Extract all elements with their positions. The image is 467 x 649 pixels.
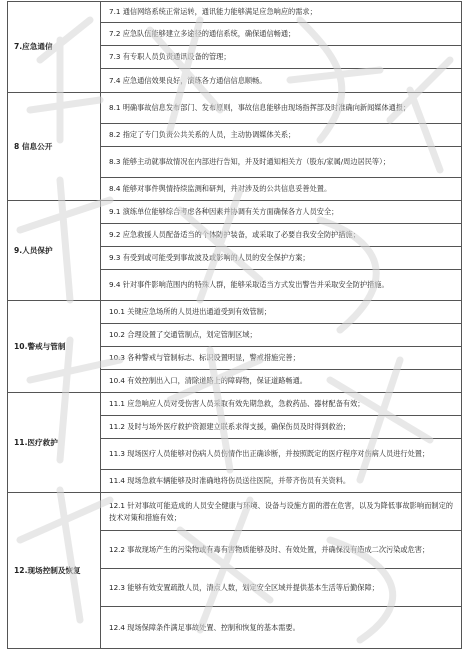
item-cell: 7.2 应急队伍能够建立多途径的通信系统，确保通信畅通； [101, 23, 462, 46]
item-cell: 12.1 针对事故可能造成的人员安全健康与环境、设备与设施方面的潜在危害，以及为降低事故影响而制定的技术对策和措施有效； [101, 493, 462, 531]
table-row [8, 393, 462, 416]
category-cell: 9.人员保护 [8, 201, 101, 301]
item-cell: 7.4 应急通信效果良好，演练各方通信信息顺畅。 [101, 69, 462, 93]
category-cell: 12.现场控制及恢复 [8, 493, 101, 649]
item-cell: 10.4 有效控制出入口，清除道路上的障碍物，保证道路畅通。 [101, 370, 462, 393]
category-cell: 7.应急通信 [8, 2, 101, 93]
category-cell: 10.警戒与管制 [8, 301, 101, 393]
table-row [8, 201, 462, 224]
item-cell: 10.1 关键应急场所的人员进出通道受到有效管制； [101, 301, 462, 324]
item-cell: 7.1 通信网络系统正常运转，通讯能力能够满足应急响应的需求； [101, 2, 462, 23]
item-cell: 9.4 针对事件影响范围内的特殊人群，能够采取适当方式发出警告并采取安全防护措施。 [101, 270, 462, 301]
item-cell: 11.1 应急响应人员对受伤害人员采取有效先期急救，急救药品、器材配备有效； [101, 393, 462, 416]
item-cell: 10.2 合理设置了交通管制点，划定管制区域； [101, 324, 462, 347]
item-cell: 9.1 演练单位能够综合考虑各种因素并协调有关方面确保各方人员安全； [101, 201, 462, 224]
category-cell: 8 信息公开 [8, 93, 101, 201]
item-cell: 8.2 指定了专门负责公共关系的人员，主动协调媒体关系； [101, 124, 462, 147]
item-cell: 11.4 现场急救车辆能够及时准确地将伤员送往医院，并带齐伤员有关资料。 [101, 470, 462, 493]
item-cell: 9.3 有受到或可能受到事故波及或影响的人员的安全保护方案； [101, 247, 462, 270]
table-row [8, 301, 462, 324]
item-cell: 7.3 有专职人员负责通讯设备的管理； [101, 46, 462, 69]
item-cell: 8.3 能够主动就事故情况在内部进行告知，并及时通知相关方（股东/家属/周边居民等）； [101, 147, 462, 178]
table-row [8, 93, 462, 124]
item-cell: 12.2 事故现场产生的污染物或有毒有害物质能够及时、有效处置，并确保没有造成二次污染或危害； [101, 531, 462, 569]
table-row [8, 493, 462, 531]
table-row [8, 2, 462, 23]
item-cell: 12.4 现场保障条件满足事故处置、控制和恢复的基本需要。 [101, 607, 462, 649]
item-cell: 11.3 现场医疗人员能够对伤病人员伤情作出正确诊断，并按照既定的医疗程序对伤病人员进行处置； [101, 439, 462, 470]
item-cell: 12.3 能够有效安置疏散人员，清点人数，划定安全区域并提供基本生活等后勤保障； [101, 569, 462, 607]
category-cell: 11.医疗救护 [8, 393, 101, 493]
item-cell: 8.4 能够对事件舆情持续监测和研判，并对涉及的公共信息妥善处置。 [101, 178, 462, 201]
item-cell: 8.1 明确事故信息发布部门、发布原则，事故信息能够由现场指挥部及时准确向新闻媒体通报； [101, 93, 462, 124]
item-cell: 11.2 及时与场外医疗救护资源建立联系求得支援，确保伤员及时得到救治； [101, 416, 462, 439]
item-cell: 9.2 应急救援人员配备适当的个体防护装备，或采取了必要自我安全防护措施； [101, 224, 462, 247]
evaluation-table [7, 1, 462, 649]
item-cell: 10.3 各种警戒与管制标志、标识设置明显，警戒措施完善； [101, 347, 462, 370]
